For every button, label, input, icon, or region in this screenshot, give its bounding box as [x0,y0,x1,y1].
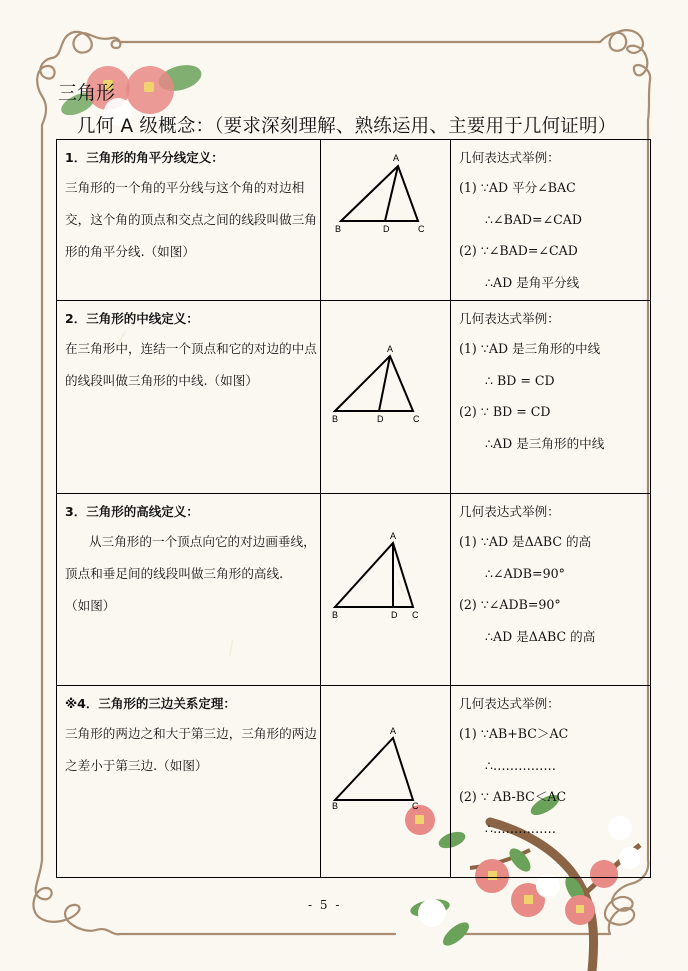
vertex-label-a: A [387,344,394,354]
section-title: 三角形 [58,82,116,104]
altitude-triangle-figure [321,494,449,624]
table-row [57,140,651,301]
expression-cell [451,686,651,878]
vertex-label-c: C [418,224,425,234]
expression-header: 几何表达式举例： [459,150,560,165]
vertex-label-c: C [413,414,420,424]
page-number: - 5 - [308,898,342,912]
definition-title: 1．三角形的角平分线定义： [65,150,224,165]
median-triangle-figure [321,301,449,431]
expression-line: ∴…………… [485,757,556,773]
vertex-label-c: C [412,801,419,811]
subtitle-heading: 几何 A 级概念：（要求深刻理解、熟练运用、主要用于几何证明） [77,116,617,137]
expression-line: (2) ∵ AB-BC＜AC [459,789,567,804]
definition-text: 形的角平分线.（如图） [65,244,195,259]
expression-line: ∴…………… [485,820,556,836]
expression-header: 几何表达式举例： [459,311,560,326]
expression-header: 几何表达式举例： [459,696,560,711]
definition-cell [57,140,321,301]
vertex-label-a: A [390,531,397,541]
figure-cell [321,686,451,878]
vertex-label-a: A [390,726,397,736]
concept-table [56,139,651,878]
figure-cell [321,140,451,301]
table-row [57,686,651,878]
definition-title: 3．三角形的高线定义： [65,504,199,519]
expression-line: ∴AD 是角平分线 [485,274,580,290]
definition-title: 2．三角形的中线定义： [65,311,199,326]
figure-cell [321,494,451,686]
definition-title: ※4．三角形的三边关系定理： [65,696,236,711]
vertex-label-d: D [383,224,390,234]
expression-line: (2) ∵ BD = CD [459,404,551,419]
definition-text: 交，这个角的顶点和交点之间的线段叫做三角 [65,212,317,227]
definition-cell [57,686,321,878]
vertex-label-c: C [412,610,419,620]
expression-line: ∴AD 是ΔABC 的高 [485,628,596,644]
expression-cell [451,140,651,301]
expression-line: (2) ∵∠ADB=90° [459,597,561,612]
vertex-label-b: B [332,610,339,620]
expression-line: (1) ∵AD 平分∠BAC [459,180,576,195]
table-row [57,301,651,494]
angle-bisector-triangle-figure [321,140,449,240]
expression-cell [451,494,651,686]
expression-line: ∴∠ADB=90° [485,565,565,581]
vertex-label-d: D [391,610,398,620]
vertex-label-a: A [393,153,400,163]
expression-line: ∴∠BAD=∠CAD [485,211,582,227]
definition-cell [57,494,321,686]
expression-line: (1) ∵AD 是三角形的中线 [459,341,601,356]
vertex-label-d: D [377,414,384,424]
expression-header: 几何表达式举例： [459,504,560,519]
definition-text: （如图） [65,598,116,613]
expression-line: ∴ BD = CD [485,372,555,388]
table-row [57,494,651,686]
expression-line: (1) ∵AB+BC＞AC [459,726,569,741]
definition-text: 在三角形中，连结一个顶点和它的对边的中点 [65,341,317,356]
expression-line: (1) ∵AD 是ΔABC 的高 [459,534,592,549]
figure-cell [321,301,451,494]
definition-text: 之差小于第三边.（如图） [65,758,208,773]
definition-text: 从三角形的一个顶点向它的对边画垂线， [89,534,316,549]
triangle-inequality-figure [321,686,449,816]
vertex-label-b: B [332,801,339,811]
expression-line: (2) ∵∠BAD=∠CAD [459,243,578,258]
vertex-label-b: B [335,224,342,234]
definition-text: 三角形的两边之和大于第三边，三角形的两边 [65,726,317,741]
vertex-label-b: B [332,414,339,424]
expression-line: ∴AD 是三角形的中线 [485,435,605,451]
definition-text: 的线段叫做三角形的中线.（如图） [65,373,258,388]
definition-cell [57,301,321,494]
definition-text: 三角形的一个角的平分线与这个角的对边相 [65,180,305,195]
expression-cell [451,301,651,494]
definition-text: 顶点和垂足间的线段叫做三角形的高线. [65,566,284,581]
